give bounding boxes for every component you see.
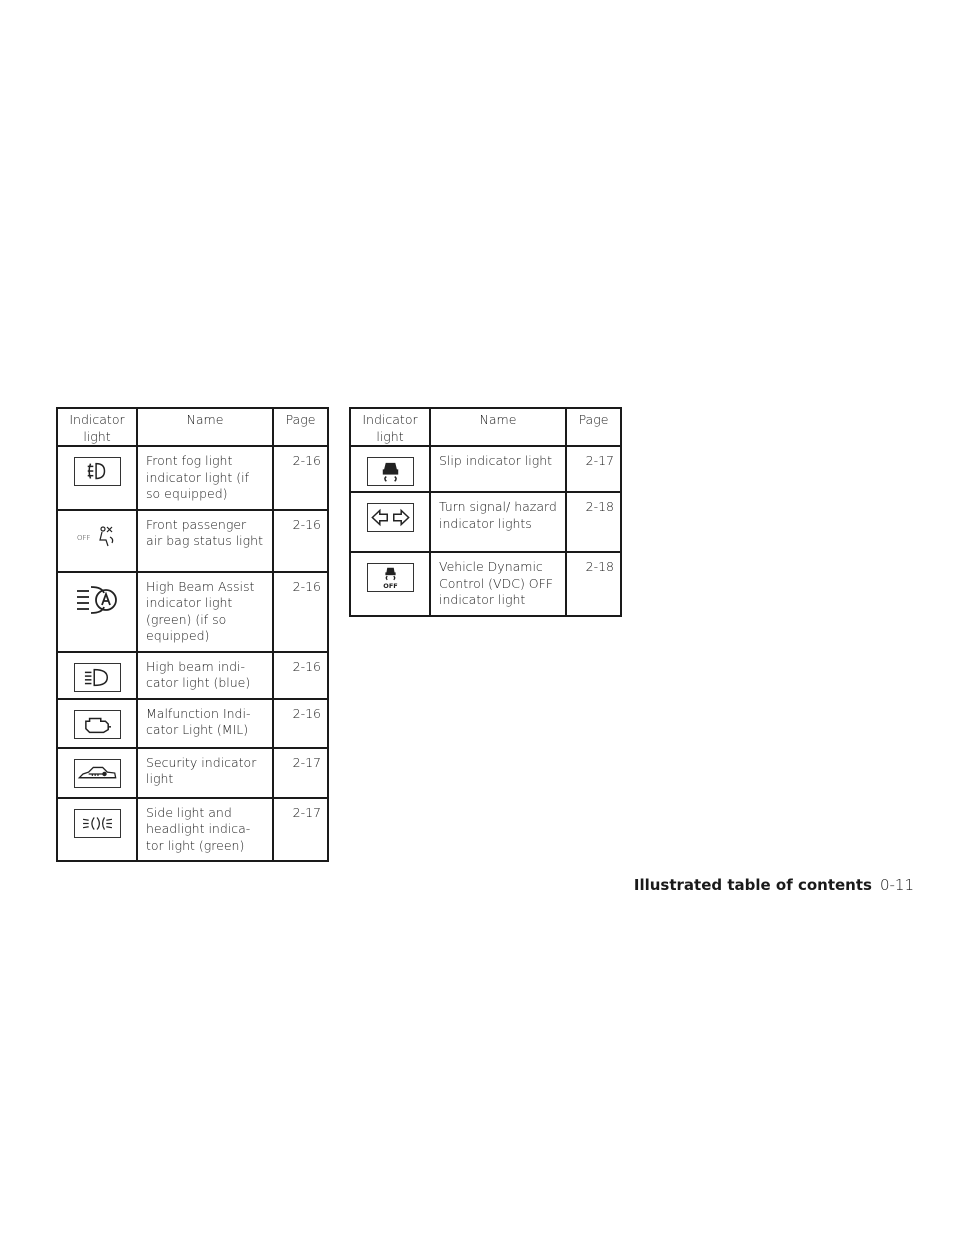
indicator-name: Vehicle Dynamic Control (VDC) OFF indicator light <box>430 552 566 616</box>
engine-icon <box>74 710 121 739</box>
page-footer <box>634 876 914 894</box>
header-name: Name <box>137 408 273 446</box>
indicator-name: Security indicator light <box>137 748 273 798</box>
table-header-row <box>57 408 328 446</box>
page-ref: 2-18 <box>566 552 621 616</box>
table-row <box>57 446 328 510</box>
table-row <box>350 446 621 492</box>
page-ref: 2-18 <box>566 492 621 552</box>
indicator-name: Slip indicator light <box>430 446 566 492</box>
air-bag-off-text: OFF <box>76 533 91 542</box>
indicator-name: High Beam Assist indicator light (green) (if so equipped) <box>137 572 273 652</box>
table-row <box>57 572 328 652</box>
indicator-name: High beam indi- cator light (blue) <box>137 652 273 699</box>
indicator-name: Front passenger air bag status light <box>137 510 273 572</box>
slip-icon <box>367 457 414 486</box>
footer-page-number: 0-11 <box>879 876 914 894</box>
table-header-row <box>350 408 621 446</box>
header-page: Page <box>566 408 621 446</box>
page-ref: 2-17 <box>273 798 328 862</box>
footer-section-title: Illustrated table of contents <box>633 876 872 894</box>
indicator-table-right <box>349 407 622 617</box>
header-name: Name <box>430 408 566 446</box>
indicator-name: Turn signal/ hazard indicator lights <box>430 492 566 552</box>
indicator-name: Side light and headlight indica- tor light (green) <box>137 798 273 862</box>
table-row <box>57 748 328 798</box>
page-ref: 2-16 <box>273 572 328 652</box>
header-page: Page <box>273 408 328 446</box>
table-row <box>57 652 328 699</box>
page-ref: 2-16 <box>273 446 328 510</box>
page-ref: 2-16 <box>273 699 328 748</box>
side-light-icon <box>74 809 121 838</box>
table-row <box>350 552 621 616</box>
page-ref: 2-17 <box>566 446 621 492</box>
high-beam-icon <box>74 663 121 692</box>
page-ref: 2-17 <box>273 748 328 798</box>
indicator-name: Malfunction Indi- cator Light (MIL) <box>137 699 273 748</box>
table-row <box>57 699 328 748</box>
table-row <box>57 510 328 572</box>
high-beam-assist-icon <box>74 583 121 617</box>
vdc-off-icon <box>367 563 414 592</box>
security-car-key-icon <box>74 759 121 788</box>
indicator-table-left <box>56 407 329 862</box>
indicator-name: Front fog light indicator light (if so equipped) <box>137 446 273 510</box>
vdc-off-text: OFF <box>382 582 398 591</box>
front-fog-light-icon <box>74 457 121 486</box>
table-row <box>350 492 621 552</box>
page-ref: 2-16 <box>273 510 328 572</box>
turn-signal-icon <box>367 503 414 532</box>
header-indicator-light: Indicator light <box>350 408 430 446</box>
air-bag-off-icon <box>74 521 121 553</box>
table-row <box>57 798 328 862</box>
page-ref: 2-16 <box>273 652 328 699</box>
header-indicator-light: Indicator light <box>57 408 137 446</box>
